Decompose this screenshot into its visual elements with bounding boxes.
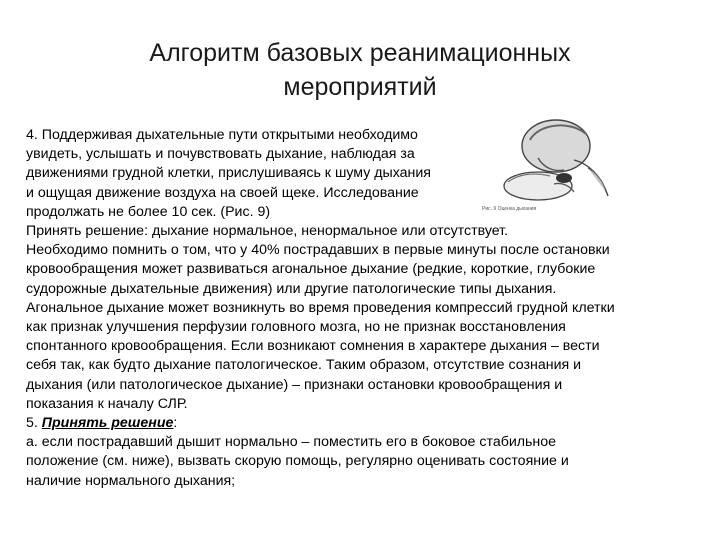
step-5-heading — [26, 414, 716, 433]
title-line-2: мероприятий — [283, 73, 437, 101]
text-line: и ощущая движение воздуха на своей щеке. Исследование — [26, 184, 419, 201]
step-number: 5. — [26, 415, 42, 432]
colon: : — [173, 415, 178, 432]
text-line: себя так, как будто дыхание патологическое. Таким образом, отсутствие сознания и — [26, 357, 582, 374]
text-line: 4. Поддерживая дыхательные пути открытыми необходимо — [26, 127, 418, 143]
text-line: Принять решение: дыхание нормальное, ненормальное или отсутствует. — [26, 223, 509, 240]
text-line: кровообращения может развиваться агональное дыхание (редкие, короткие, глубокие — [26, 261, 596, 278]
text-line: судорожные дыхательные движения) или другие патологические типы дыхания. — [26, 280, 557, 297]
paragraph-breathing-assessment — [26, 126, 716, 414]
text-line: положение (см. ниже), вызвать скорую помощь, регулярно оценивать состояние и — [26, 453, 569, 470]
text-line: продолжать не более 10 сек. (Рис. 9) — [26, 203, 271, 220]
text-line: увидеть, услышать и почувствовать дыхание, наблюдая за — [26, 146, 415, 163]
body-text — [26, 126, 716, 491]
title-line-1: Алгоритм базовых реанимационных — [149, 39, 571, 67]
text-line: как признак улучшения перфузии головного мозга, но не признак восстановления — [26, 319, 566, 336]
text-line: Агональное дыхание может возникнуть во время проведения компрессий грудной клетки — [26, 299, 615, 316]
text-line: а. если пострадавший дышит нормально – поместить его в боковое стабильное — [26, 434, 557, 451]
text-line: движениями грудной клетки, прислушиваясь к шуму дыхания — [26, 165, 431, 182]
paragraph-normal-breathing — [26, 433, 716, 491]
slide-title — [80, 36, 640, 104]
text-line: наличие нормального дыхания; — [26, 472, 236, 489]
text-line: спонтанного кровообращения. Если возникают сомнения в характере дыхания – вести — [26, 338, 600, 355]
text-line: показания к началу СЛР. — [26, 395, 188, 412]
decision-emphasis: Принять решение — [41, 415, 174, 432]
text-line: Необходимо помнить о том, что у 40% пострадавших в первые минуты после остановки — [26, 242, 610, 259]
text-line: дыхания (или патологическое дыхание) – признаки остановки кровообращения и — [26, 376, 563, 393]
figure-caption: Рис. 9 Оценка дыхания — [482, 206, 537, 212]
